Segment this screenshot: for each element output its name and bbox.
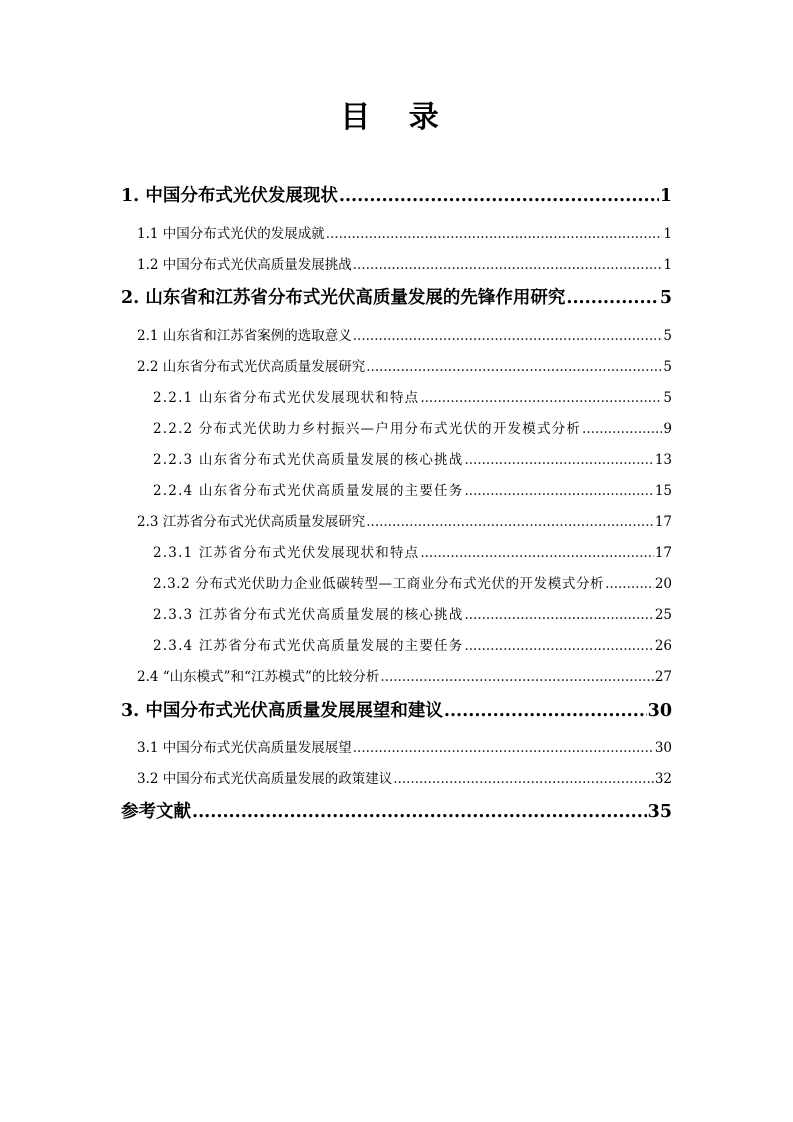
toc-entry-page: 5 — [663, 359, 672, 375]
toc-entry-2-3[interactable] — [137, 510, 672, 530]
toc-entry-page: 25 — [654, 607, 672, 623]
toc-entry-page: 30 — [647, 701, 672, 721]
toc-entry-page: 15 — [654, 483, 672, 499]
toc-entry-label: 2.1 山东省和江苏省案例的选取意义 — [137, 328, 352, 344]
dot-leader — [566, 288, 658, 308]
dot-leader — [464, 483, 653, 499]
toc-entry-page: 5 — [663, 390, 672, 406]
toc-entry-label: 2.2 山东省分布式光伏高质量发展研究 — [137, 359, 366, 375]
toc-entry-2-3-2[interactable] — [153, 572, 672, 592]
toc-entry-label: 2.3.3 江苏省分布式光伏高质量发展的核心挑战 — [153, 607, 464, 623]
dot-leader — [464, 638, 653, 654]
dot-leader — [582, 421, 662, 437]
dot-leader — [353, 328, 663, 344]
toc-entry-2-3-1[interactable] — [153, 541, 672, 561]
toc-entry-references[interactable] — [121, 798, 672, 823]
toc-entry-2-3-3[interactable] — [153, 603, 672, 623]
toc-entry-label: 参考文献 — [121, 802, 191, 822]
toc-entry-label: 3. 中国分布式光伏高质量发展展望和建议 — [121, 701, 443, 721]
toc-entry-label: 2.3.4 江苏省分布式光伏高质量发展的主要任务 — [153, 638, 464, 654]
dot-leader — [366, 359, 662, 375]
toc-entry-label: 3.2 中国分布式光伏高质量发展的政策建议 — [137, 771, 393, 787]
dot-leader — [393, 771, 654, 787]
toc-entry-1[interactable] — [121, 182, 672, 207]
toc-entry-page: 17 — [654, 545, 672, 561]
dot-leader — [464, 452, 653, 468]
toc-entry-page: 26 — [654, 638, 672, 654]
toc-entry-3-1[interactable] — [137, 736, 672, 756]
toc-entry-label: 2.2.3 山东省分布式光伏高质量发展的核心挑战 — [153, 452, 464, 468]
dot-leader — [339, 186, 659, 206]
toc-entry-2-2-1[interactable] — [153, 386, 672, 406]
toc-entry-page: 32 — [654, 771, 672, 787]
toc-entry-page: 13 — [654, 452, 672, 468]
toc-entry-page: 1 — [663, 226, 672, 242]
toc-entry-page: 9 — [663, 421, 672, 437]
toc-entry-2-1[interactable] — [137, 324, 672, 344]
toc-entry-2-2[interactable] — [137, 355, 672, 375]
dot-leader — [192, 802, 647, 822]
toc-entry-2-2-3[interactable] — [153, 448, 672, 468]
toc-entry-label: 2.2.4 山东省分布式光伏高质量发展的主要任务 — [153, 483, 464, 499]
dot-leader — [353, 257, 663, 273]
dot-leader — [420, 545, 653, 561]
toc-entry-3-2[interactable] — [137, 767, 672, 787]
dot-leader — [420, 390, 662, 406]
toc-entry-3[interactable] — [121, 697, 672, 722]
dot-leader — [366, 514, 654, 530]
toc-entry-page: 35 — [647, 802, 672, 822]
dot-leader — [326, 226, 663, 242]
toc-entry-2-4[interactable] — [137, 665, 672, 685]
toc-entry-2-3-4[interactable] — [153, 634, 672, 654]
toc-entry-2-2-2[interactable] — [153, 417, 672, 437]
toc-entry-label: 3.1 中国分布式光伏高质量发展展望 — [137, 740, 352, 756]
toc-entry-label: 2.3 江苏省分布式光伏高质量发展研究 — [137, 514, 366, 530]
toc-entry-2[interactable] — [121, 284, 672, 309]
toc-entry-page: 5 — [659, 288, 672, 308]
toc-entry-label: 2.3.2 分布式光伏助力企业低碳转型—工商业分布式光伏的开发模式分析 — [153, 576, 605, 592]
toc-entry-page: 5 — [663, 328, 672, 344]
dot-leader — [353, 740, 654, 756]
dot-leader — [605, 576, 654, 592]
dot-leader — [464, 607, 653, 623]
toc-entry-label: 1. 中国分布式光伏发展现状 — [121, 186, 338, 206]
toc-entry-page: 30 — [654, 740, 672, 756]
toc-entry-page: 27 — [654, 669, 672, 685]
dot-leader — [380, 669, 653, 685]
toc-entry-1-2[interactable] — [137, 253, 672, 273]
toc-entry-label: 2.2.1 山东省分布式光伏发展现状和特点 — [153, 390, 420, 406]
toc-entry-label: 2.2.2 分布式光伏助力乡村振兴—户用分布式光伏的开发模式分析 — [153, 421, 582, 437]
dot-leader — [444, 701, 647, 721]
toc-entry-label: 2.3.1 江苏省分布式光伏发展现状和特点 — [153, 545, 420, 561]
toc-entry-label: 1.2 中国分布式光伏高质量发展挑战 — [137, 257, 352, 273]
toc-entry-label: 2. 山东省和江苏省分布式光伏高质量发展的先锋作用研究 — [121, 288, 566, 308]
toc-entry-page: 20 — [654, 576, 672, 592]
toc-entry-1-1[interactable] — [137, 222, 672, 242]
toc-entry-page: 1 — [663, 257, 672, 273]
toc-entry-2-2-4[interactable] — [153, 479, 672, 499]
toc-entry-page: 17 — [654, 514, 672, 530]
toc-title: 目 录 — [340, 100, 453, 135]
toc-entry-label: 1.1 中国分布式光伏的发展成就 — [137, 226, 325, 242]
toc-entry-page: 1 — [659, 186, 672, 206]
toc-entry-label: 2.4 “山东模式”和“江苏模式”的比较分析 — [137, 669, 380, 685]
